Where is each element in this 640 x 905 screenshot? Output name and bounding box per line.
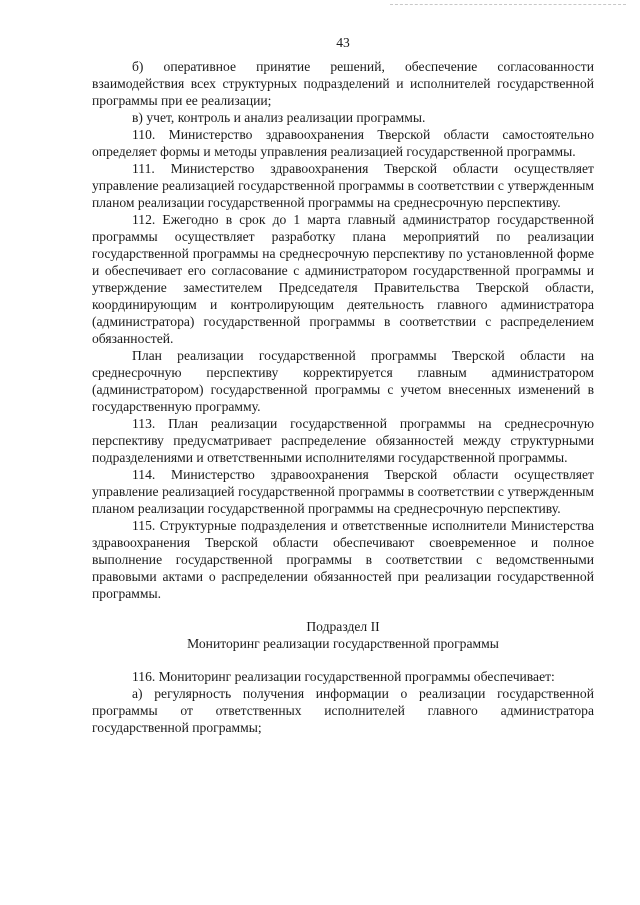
paragraph-111: 111. Министерство здравоохранения Тверской области осуществляет управление реализацией государственной программы в соответствии с утвержденным планом реализации государственной программы на среднесрочную перспективу. [92,161,594,210]
paragraph-v: в) учет, контроль и анализ реализации программы. [132,110,426,125]
paragraph-114: 114. Министерство здравоохранения Тверской области осуществляет управление реализацией государственной программы в соответствии с утвержденным планом реализации государственной программы на среднесрочную перспективу. [92,467,594,516]
paragraph-a: а) регулярность получения информации о реализации государственной программы от ответственных исполнителей главного администратора государственной программы; [92,686,594,735]
paragraph-b: б) оперативное принятие решений, обеспечение согласованности взаимодействия всех структурных подразделений и исполнителей государственной программы при ее реализации; [92,59,594,108]
paragraph-113: 113. План реализации государственной программы на среднесрочную перспективу предусматривает распределение обязанностей между структурными подразделениями и ответственными исполнителями государственной программы. [92,416,594,465]
paragraph-110: 110. Министерство здравоохранения Тверской области самостоятельно определяет формы и методы управления реализацией государственной программы. [92,127,594,159]
paragraph-112: 112. Ежегодно в срок до 1 марта главный администратор государственной программы осуществляет разработку плана мероприятий по реализации государственной программы на среднесрочную перспективу по установленной форме и обеспечивает его согласование с администратором государственной программы и утверждение заместителем Председателя Правительства Тверской области, координирующим и контролирующим деятельность главного администратора (администратора) государственной программы в соответствии с распределением обязанностей. [92,212,594,346]
subsection-label: Подраздел II [306,619,380,634]
paragraph-116: 116. Мониторинг реализации государственной программы обеспечивает: [132,669,555,684]
scan-top-line [390,4,626,6]
document-page [92,34,594,736]
paragraph-plan: План реализации государственной программы Тверской области на среднесрочную перспективу корректируется главным администратором (администратором) государственной программы с учетом внесенных изменений в государственную программу. [92,348,594,414]
paragraph-115: 115. Структурные подразделения и ответственные исполнители Министерства здравоохранения Тверской области обеспечивают своевременное и полное выполнение государственной программы в соответствии с ведомственными правовыми актами о распределении обязанностей при реализации государственной программы. [92,518,594,601]
subsection-title: Мониторинг реализации государственной программы [187,636,499,651]
page-number: 43 [336,35,350,50]
